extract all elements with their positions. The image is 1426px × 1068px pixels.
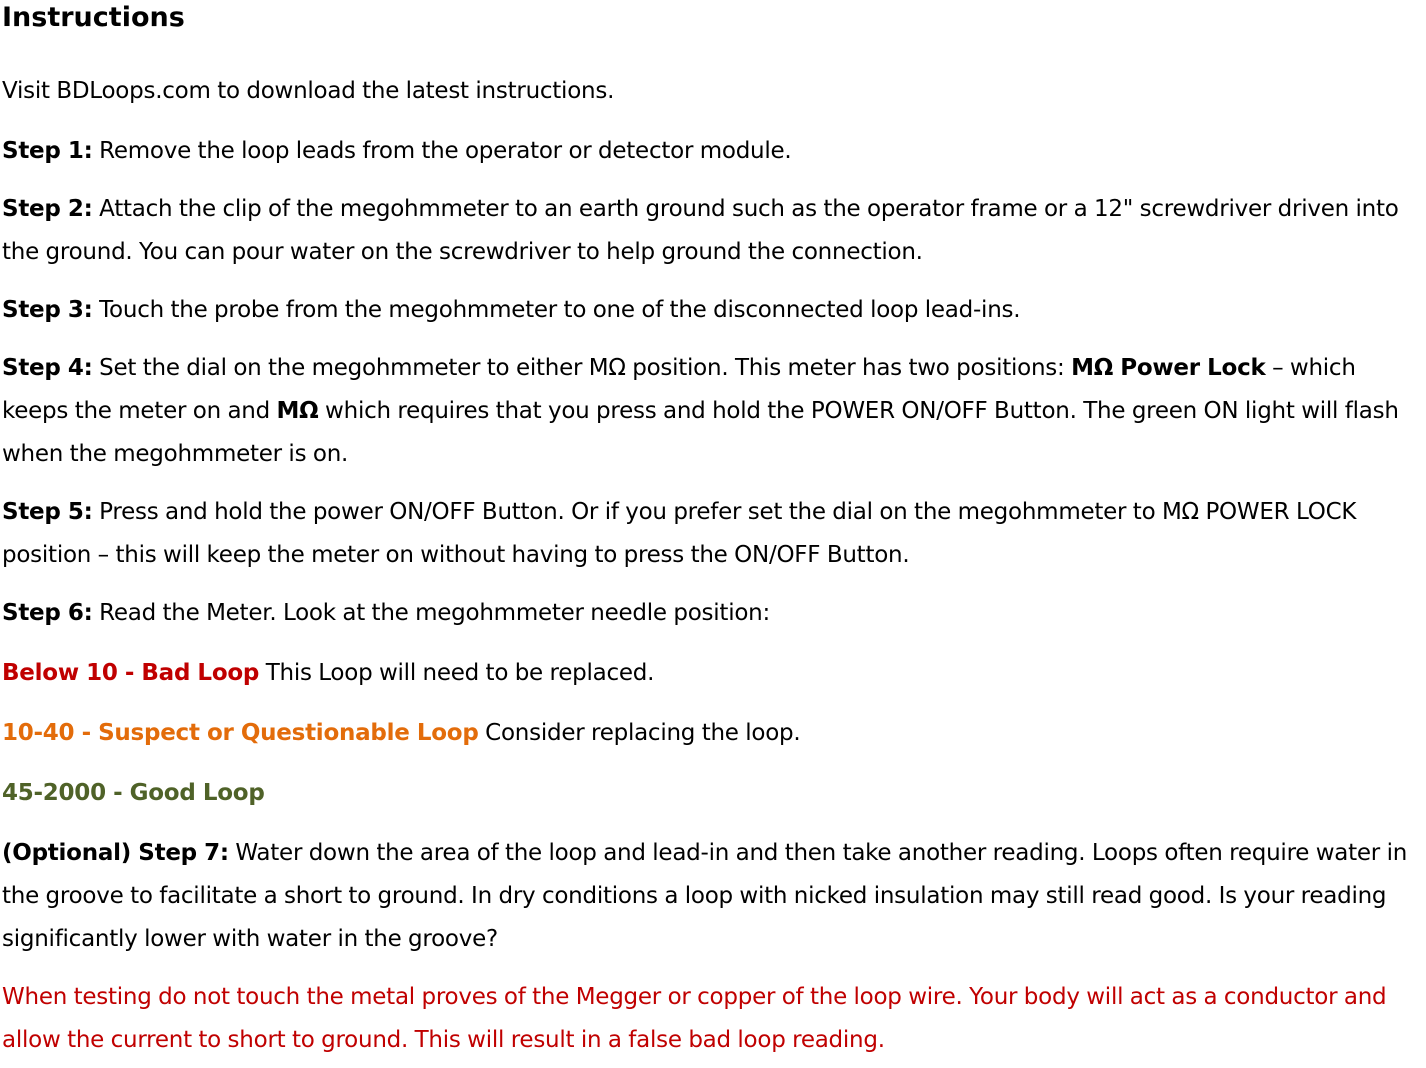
intro-text: Visit BDLoops.com to download the latest instructions.	[2, 78, 615, 104]
step-label: (Optional) Step 7:	[2, 840, 229, 866]
step-2	[2, 188, 1422, 274]
step-label: Step 5:	[2, 499, 93, 525]
step-label: Step 3:	[2, 297, 93, 323]
megohm-emphasis: MΩ	[276, 398, 319, 424]
step-label: Step 1:	[2, 138, 93, 164]
step-6	[2, 592, 1422, 635]
step-text: which requires that you press and hold the POWER ON/OFF Button. The green ON light will flash when the megohmmeter is on.	[2, 398, 1399, 467]
reading-text: Consider replacing the loop.	[478, 720, 801, 746]
reading-range: 10-40 - Suspect or Questionable Loop	[2, 720, 479, 746]
step-text: Remove the loop leads from the operator or detector module.	[92, 138, 792, 164]
step-text: Read the Meter. Look at the megohmmeter needle position:	[92, 600, 770, 626]
step-text: Set the dial on the megohmmeter to either MΩ position. This meter has two positions:	[92, 355, 1072, 381]
step-text: Touch the probe from the megohmmeter to one of the disconnected loop lead-ins.	[92, 297, 1021, 323]
reading-range: Below 10 - Bad Loop	[2, 660, 260, 686]
step-1	[2, 130, 1422, 173]
reading-bad-loop	[2, 652, 1422, 695]
step-text: Press and hold the power ON/OFF Button. Or if you prefer set the dial on the megohmmeter to MΩ POWER LOCK position – this will keep the meter on without having to press the ON/OFF Button.	[2, 499, 1357, 568]
step-label: Step 4:	[2, 355, 93, 381]
step-text: Water down the area of the loop and lead-in and then take another reading. Loops often require water in the groove to facilitate a short to ground. In dry conditions a loop with nicked insulation may still read good. Is your reading significantly lower with water in the groove?	[2, 840, 1408, 952]
step-text: Attach the clip of the megohmmeter to an earth ground such as the operator frame or a 12" screwdriver driven into the ground. You can pour water on the screwdriver to help ground the connection.	[2, 196, 1399, 265]
reading-range: 45-2000 - Good Loop	[2, 780, 265, 806]
reading-text: This Loop will need to be replaced.	[259, 660, 655, 686]
reading-suspect-loop	[2, 712, 1422, 755]
step-4	[2, 347, 1422, 476]
page-title: Instructions	[2, 2, 185, 33]
step-5	[2, 491, 1422, 577]
step-text: – which keeps the meter on and	[2, 355, 1356, 424]
step-7-optional	[2, 832, 1422, 961]
step-label: Step 2:	[2, 196, 93, 222]
safety-warning: When testing do not touch the metal proves of the Megger or copper of the loop wire. Your body will act as a conductor and allow the current to short to ground. This will result in a false bad loop reading.	[2, 984, 1387, 1053]
step-3	[2, 289, 1422, 332]
reading-good-loop	[2, 772, 1422, 815]
power-lock-emphasis: MΩ Power Lock	[1071, 355, 1266, 381]
step-label: Step 6:	[2, 600, 93, 626]
